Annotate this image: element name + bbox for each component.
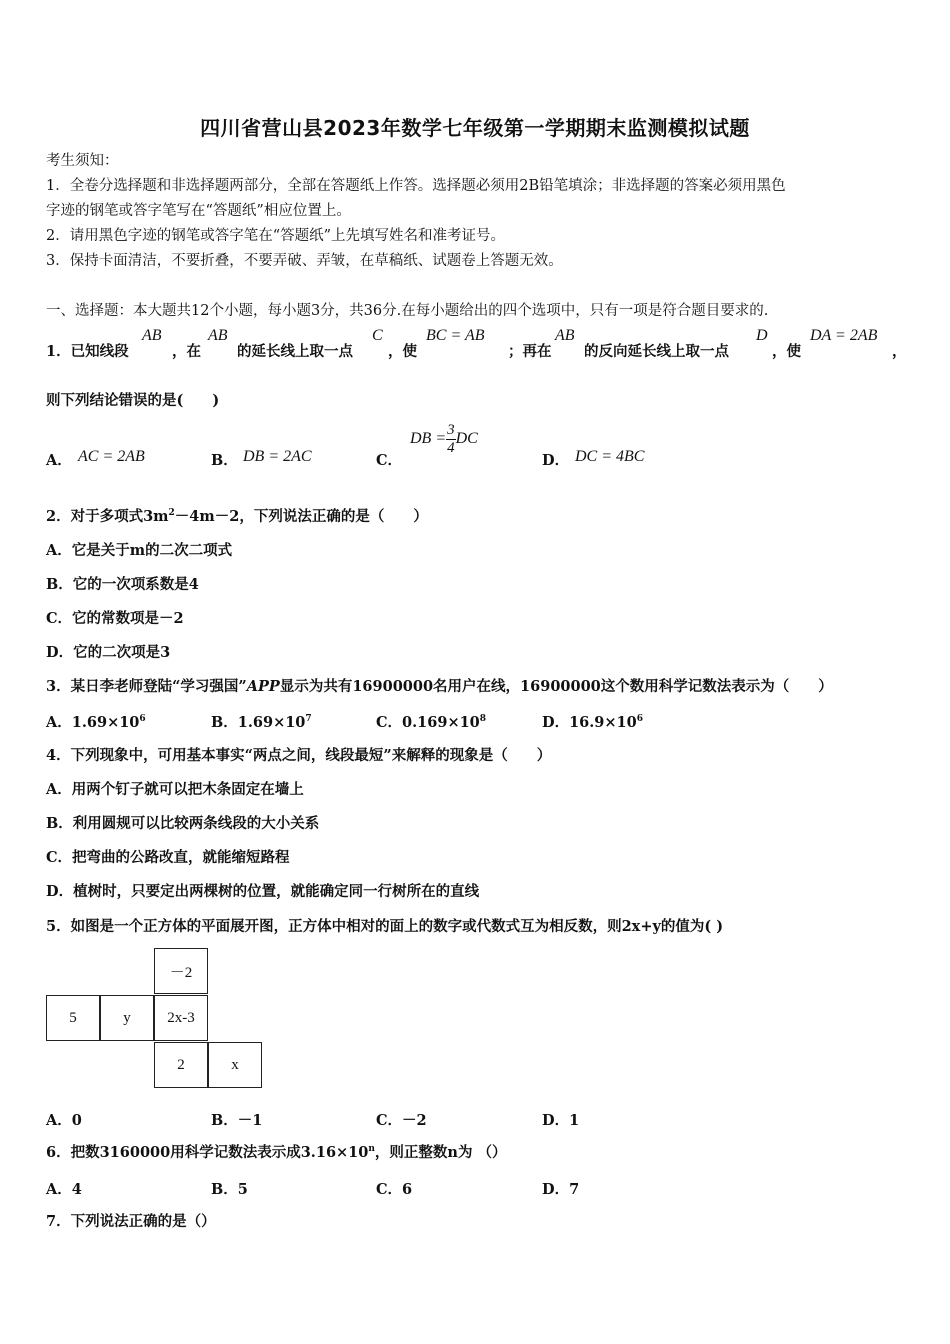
q3-option-b-exp: 7 bbox=[305, 714, 312, 725]
q3-stem-app: APP bbox=[246, 678, 280, 695]
net-cell-bottom: 2 bbox=[154, 1042, 208, 1088]
q1-text-1: 1．已知线段 bbox=[46, 343, 129, 360]
q2-stem-b: －4m－2，下列说法正确的是（ ） bbox=[174, 508, 428, 525]
q1-text-8: ， bbox=[892, 343, 907, 360]
q3-stem-b: 显示为共有16900000名用户在线，16900000这个数用科学记数法表示为（ ） bbox=[279, 678, 833, 695]
notice-heading: 考生须知： bbox=[46, 153, 119, 169]
q3-stem bbox=[46, 677, 833, 697]
q1-option-d-label: D． bbox=[542, 452, 570, 469]
q5-option-a: A．0 bbox=[46, 1112, 82, 1129]
q4-option-d: D．植树时，只要定出两棵树的位置，就能确定同一行树所在的直线 bbox=[46, 883, 480, 900]
q2-stem-exponent: 2 bbox=[168, 508, 175, 519]
q1-math-bc-ab: BC = AB bbox=[426, 327, 485, 344]
notice-item-1-cont: 字迹的钢笔或答字笔写在“答题纸”相应位置上。 bbox=[46, 203, 351, 219]
q1-text-5: ；再在 bbox=[508, 343, 552, 360]
q3-option-c bbox=[376, 711, 486, 732]
q6-option-b: B．5 bbox=[211, 1181, 248, 1198]
q2-stem-a: 2．对于多项式3m bbox=[46, 508, 169, 525]
q3-option-b-base: B．1.69×10 bbox=[211, 714, 306, 731]
q1-text-3: 的延长线上取一点 bbox=[237, 343, 353, 360]
q1-option-c-math bbox=[410, 422, 478, 457]
q6-option-d: D．7 bbox=[542, 1181, 580, 1198]
notice-item-1: 1．全卷分选择题和非选择题两部分，全部在答题纸上作答。选择题必须用2B铅笔填涂；非选择题的答案必须用黑色 bbox=[46, 178, 786, 194]
q1-option-b-math: DB = 2AC bbox=[243, 448, 312, 465]
q1-text-2: ，在 bbox=[172, 343, 201, 360]
q3-stem-a: 3．某日李老师登陆“学习强国” bbox=[46, 678, 247, 695]
q2-option-c: C．它的常数项是－2 bbox=[46, 610, 184, 627]
q1-option-d-math: DC = 4BC bbox=[575, 448, 645, 465]
q1-math-ab-2: AB bbox=[208, 327, 228, 344]
q3-option-d-exp: 6 bbox=[636, 714, 643, 725]
net-cell-left: 5 bbox=[46, 995, 100, 1041]
cube-net-figure bbox=[46, 948, 266, 1092]
q3-option-d bbox=[542, 711, 643, 732]
net-cell-bottom-right: x bbox=[208, 1042, 262, 1088]
q2-option-a: A．它是关于m的二次二项式 bbox=[46, 542, 233, 559]
q2-stem bbox=[46, 507, 428, 527]
section-heading: 一、选择题：本大题共12个小题，每小题3分，共36分.在每小题给出的四个选项中，只有一项是符合题目要求的. bbox=[46, 303, 769, 319]
q3-option-a-base: A．1.69×10 bbox=[46, 714, 140, 731]
q1-math-da-2ab: DA = 2AB bbox=[810, 327, 878, 344]
q1-option-c-rhs: DC bbox=[455, 430, 478, 448]
q3-option-a-exp: 6 bbox=[139, 714, 146, 725]
notice-item-2: 2．请用黑色字迹的钢笔或答字笔在“答题纸”上先填写姓名和准考证号。 bbox=[46, 228, 506, 244]
q4-option-a: A．用两个钉子就可以把木条固定在墙上 bbox=[46, 781, 304, 798]
net-cell-center: 2x-3 bbox=[154, 995, 208, 1041]
q1-option-c-fraction bbox=[446, 422, 456, 457]
q5-option-d: D．1 bbox=[542, 1112, 580, 1129]
q1-math-c: C bbox=[372, 327, 383, 344]
net-cell-mid-left: y bbox=[100, 995, 154, 1041]
q2-option-d: D．它的二次项是3 bbox=[46, 644, 171, 661]
q4-option-c: C．把弯曲的公路改直，就能缩短路程 bbox=[46, 849, 290, 866]
q6-stem bbox=[46, 1143, 507, 1163]
q1-option-c-label: C． bbox=[376, 452, 403, 469]
q3-option-c-base: C．0.169×10 bbox=[376, 714, 480, 731]
q6-option-c: C．6 bbox=[376, 1181, 413, 1198]
q5-stem: 5．如图是一个正方体的平面展开图，正方体中相对的面上的数字或代数式互为相反数，则2x+y的值为( ) bbox=[46, 918, 724, 935]
q7-stem: 7．下列说法正确的是（） bbox=[46, 1213, 216, 1230]
q1-math-d: D bbox=[756, 327, 768, 344]
q1-text-6: 的反向延长线上取一点 bbox=[584, 343, 729, 360]
q6-option-a: A．4 bbox=[46, 1181, 82, 1198]
q3-option-b bbox=[211, 711, 312, 732]
q5-option-b: B．－1 bbox=[211, 1112, 263, 1129]
q1-math-ab-1: AB bbox=[142, 327, 162, 344]
q5-option-c: C．－2 bbox=[376, 1112, 427, 1129]
q1-option-a-math: AC = 2AB bbox=[78, 448, 145, 465]
q4-stem: 4．下列现象中，可用基本事实“两点之间，线段最短”来解释的现象是（ ） bbox=[46, 747, 552, 764]
notice-item-3: 3．保持卡面清洁，不要折叠，不要弄破、弄皱，在草稿纸、试题卷上答题无效。 bbox=[46, 253, 563, 269]
q1-option-a-label: A． bbox=[46, 452, 72, 469]
page-title: 四川省营山县2023年数学七年级第一学期期末监测模拟试题 bbox=[200, 116, 750, 140]
q6-stem-b: ，则正整数n为 （） bbox=[374, 1144, 507, 1161]
q1-text-4: ，使 bbox=[388, 343, 417, 360]
q1-line-2: 则下列结论错误的是( ) bbox=[46, 392, 220, 409]
q2-option-b: B．它的一次项系数是4 bbox=[46, 576, 199, 593]
q3-option-d-base: D．16.9×10 bbox=[542, 714, 637, 731]
q1-option-c-denominator: 4 bbox=[447, 440, 455, 456]
q1-option-b-label: B． bbox=[211, 452, 238, 469]
q1-option-c-numerator: 3 bbox=[447, 422, 455, 438]
q1-text-7: ，使 bbox=[772, 343, 801, 360]
q3-option-a bbox=[46, 711, 146, 732]
q6-stem-a: 6．把数3160000用科学记数法表示成3.16×10 bbox=[46, 1144, 369, 1161]
q4-option-b: B．利用圆规可以比较两条线段的大小关系 bbox=[46, 815, 320, 832]
q3-option-c-exp: 8 bbox=[479, 714, 487, 725]
q1-option-c-lhs: DB = bbox=[410, 430, 447, 448]
q6-stem-exponent: n bbox=[368, 1144, 375, 1155]
q1-math-ab-3: AB bbox=[555, 327, 575, 344]
net-cell-top: －2 bbox=[154, 948, 208, 994]
